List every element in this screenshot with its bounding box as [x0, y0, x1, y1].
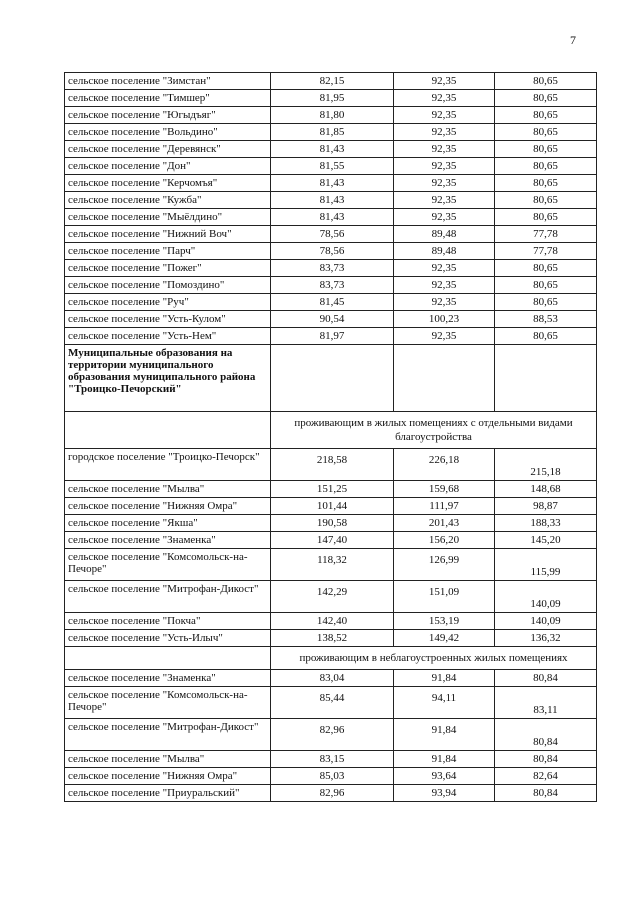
settlement-name: сельское поселение "Знаменка": [65, 670, 271, 687]
value-cell: 140,09: [495, 581, 597, 613]
table-row: [65, 751, 597, 768]
table-row: [65, 260, 597, 277]
value-cell: 226,18: [394, 449, 495, 481]
settlement-name: сельское поселение "Зимстан": [65, 73, 271, 90]
value-cell: 81,43: [271, 192, 394, 209]
value-cell: 156,20: [394, 532, 495, 549]
value-cell: 85,03: [271, 768, 394, 785]
value-cell: 149,42: [394, 630, 495, 647]
value-cell: 101,44: [271, 498, 394, 515]
settlement-name: сельское поселение "Митрофан-Дикост": [65, 719, 271, 751]
value-cell: 92,35: [394, 158, 495, 175]
value-cell: 80,65: [495, 124, 597, 141]
settlement-name: сельское поселение "Усть-Нем": [65, 328, 271, 345]
table-row: [65, 549, 597, 581]
value-cell: 80,84: [495, 719, 597, 751]
section-header-row: [65, 345, 597, 412]
settlement-name: сельское поселение "Покча": [65, 613, 271, 630]
value-cell: 98,87: [495, 498, 597, 515]
category-subheader: проживающим в жилых помещениях с отдельными видами благоустройства: [271, 412, 597, 449]
table-row: [65, 768, 597, 785]
value-cell: 92,35: [394, 73, 495, 90]
settlement-name: сельское поселение "Дон": [65, 158, 271, 175]
table-row: [65, 630, 597, 647]
table-row: [65, 581, 597, 613]
settlement-name: сельское поселение "Мылва": [65, 481, 271, 498]
value-cell: 81,85: [271, 124, 394, 141]
table-row: [65, 670, 597, 687]
value-cell: 82,64: [495, 768, 597, 785]
value-cell: 218,58: [271, 449, 394, 481]
table-row: [65, 785, 597, 802]
value-cell: 100,23: [394, 311, 495, 328]
value-cell: 80,65: [495, 192, 597, 209]
table-row: [65, 532, 597, 549]
settlement-name: сельское поселение "Комсомольск-на-Печоре": [65, 687, 271, 719]
value-cell: 82,96: [271, 785, 394, 802]
value-cell: 80,65: [495, 294, 597, 311]
table-row: [65, 481, 597, 498]
settlement-name: сельское поселение "Усть-Илыч": [65, 630, 271, 647]
value-cell: 126,99: [394, 549, 495, 581]
value-cell: 92,35: [394, 141, 495, 158]
value-cell: 188,33: [495, 515, 597, 532]
empty-cell: [271, 345, 394, 412]
value-cell: 91,84: [394, 719, 495, 751]
empty-cell: [495, 345, 597, 412]
value-cell: 140,09: [495, 613, 597, 630]
value-cell: 81,45: [271, 294, 394, 311]
empty-cell: [65, 647, 271, 670]
value-cell: 92,35: [394, 107, 495, 124]
value-cell: 81,43: [271, 141, 394, 158]
value-cell: 115,99: [495, 549, 597, 581]
value-cell: 81,95: [271, 90, 394, 107]
table-row: [65, 515, 597, 532]
value-cell: 92,35: [394, 192, 495, 209]
value-cell: 85,44: [271, 687, 394, 719]
value-cell: 92,35: [394, 124, 495, 141]
value-cell: 80,84: [495, 751, 597, 768]
settlement-name: сельское поселение "Парч": [65, 243, 271, 260]
value-cell: 80,65: [495, 141, 597, 158]
value-cell: 80,65: [495, 90, 597, 107]
table-row: [65, 719, 597, 751]
value-cell: 159,68: [394, 481, 495, 498]
settlement-name: сельское поселение "Приуральский": [65, 785, 271, 802]
value-cell: 88,53: [495, 311, 597, 328]
settlement-name: городское поселение "Троицко-Печорск": [65, 449, 271, 481]
value-cell: 82,96: [271, 719, 394, 751]
value-cell: 92,35: [394, 209, 495, 226]
settlement-name: сельское поселение "Комсомольск-на-Печоре": [65, 549, 271, 581]
value-cell: 145,20: [495, 532, 597, 549]
value-cell: 148,68: [495, 481, 597, 498]
value-cell: 78,56: [271, 243, 394, 260]
value-cell: 190,58: [271, 515, 394, 532]
table-row: [65, 192, 597, 209]
table-row: [65, 687, 597, 719]
table-row: [65, 449, 597, 481]
category-subheader-row: [65, 647, 597, 670]
tariff-table: [64, 72, 597, 802]
table-row: [65, 73, 597, 90]
value-cell: 91,84: [394, 751, 495, 768]
settlement-name: сельское поселение "Нижняя Омра": [65, 768, 271, 785]
table-row: [65, 124, 597, 141]
value-cell: 92,35: [394, 260, 495, 277]
value-cell: 118,32: [271, 549, 394, 581]
value-cell: 201,43: [394, 515, 495, 532]
value-cell: 92,35: [394, 328, 495, 345]
value-cell: 142,40: [271, 613, 394, 630]
settlement-name: сельское поселение "Руч": [65, 294, 271, 311]
table-row: [65, 294, 597, 311]
value-cell: 142,29: [271, 581, 394, 613]
value-cell: 80,84: [495, 670, 597, 687]
value-cell: 83,11: [495, 687, 597, 719]
value-cell: 83,73: [271, 277, 394, 294]
value-cell: 80,65: [495, 209, 597, 226]
value-cell: 93,64: [394, 768, 495, 785]
value-cell: 147,40: [271, 532, 394, 549]
table-row: [65, 141, 597, 158]
table-row: [65, 107, 597, 124]
settlement-name: сельское поселение "Вольдино": [65, 124, 271, 141]
table-row: [65, 158, 597, 175]
value-cell: 151,25: [271, 481, 394, 498]
settlement-name: сельское поселение "Помоздино": [65, 277, 271, 294]
value-cell: 92,35: [394, 90, 495, 107]
value-cell: 81,55: [271, 158, 394, 175]
settlement-name: сельское поселение "Югыдъяг": [65, 107, 271, 124]
value-cell: 138,52: [271, 630, 394, 647]
value-cell: 93,94: [394, 785, 495, 802]
table-row: [65, 311, 597, 328]
section-heading: Муниципальные образования на территории муниципального образования муниципального района "Троицко-Печорский": [65, 345, 271, 412]
value-cell: 80,65: [495, 158, 597, 175]
value-cell: 136,32: [495, 630, 597, 647]
value-cell: 215,18: [495, 449, 597, 481]
settlement-name: сельское поселение "Керчомъя": [65, 175, 271, 192]
value-cell: 83,04: [271, 670, 394, 687]
value-cell: 81,97: [271, 328, 394, 345]
value-cell: 78,56: [271, 226, 394, 243]
value-cell: 77,78: [495, 226, 597, 243]
settlement-name: сельское поселение "Знаменка": [65, 532, 271, 549]
value-cell: 89,48: [394, 226, 495, 243]
value-cell: 153,19: [394, 613, 495, 630]
settlement-name: сельское поселение "Нижняя Омра": [65, 498, 271, 515]
settlement-name: сельское поселение "Пожег": [65, 260, 271, 277]
settlement-name: сельское поселение "Мылва": [65, 751, 271, 768]
value-cell: 83,15: [271, 751, 394, 768]
value-cell: 80,65: [495, 260, 597, 277]
category-subheader: проживающим в неблагоустроенных жилых помещениях: [271, 647, 597, 670]
value-cell: 151,09: [394, 581, 495, 613]
settlement-name: сельское поселение "Нижний Воч": [65, 226, 271, 243]
settlement-name: сельское поселение "Мыёлдино": [65, 209, 271, 226]
value-cell: 80,65: [495, 107, 597, 124]
value-cell: 81,43: [271, 209, 394, 226]
table-row: [65, 90, 597, 107]
settlement-name: сельское поселение "Тимшер": [65, 90, 271, 107]
table-row: [65, 209, 597, 226]
value-cell: 77,78: [495, 243, 597, 260]
value-cell: 94,11: [394, 687, 495, 719]
empty-cell: [65, 412, 271, 449]
value-cell: 80,65: [495, 175, 597, 192]
value-cell: 89,48: [394, 243, 495, 260]
value-cell: 92,35: [394, 277, 495, 294]
settlement-name: сельское поселение "Кужба": [65, 192, 271, 209]
value-cell: 91,84: [394, 670, 495, 687]
value-cell: 80,65: [495, 277, 597, 294]
table-row: [65, 613, 597, 630]
value-cell: 80,65: [495, 73, 597, 90]
value-cell: 90,54: [271, 311, 394, 328]
value-cell: 92,35: [394, 175, 495, 192]
category-subheader-row: [65, 412, 597, 449]
settlement-name: сельское поселение "Усть-Кулом": [65, 311, 271, 328]
table-row: [65, 498, 597, 515]
table-row: [65, 277, 597, 294]
page-number: 7: [570, 33, 576, 47]
empty-cell: [394, 345, 495, 412]
table-row: [65, 243, 597, 260]
settlement-name: сельское поселение "Деревянск": [65, 141, 271, 158]
value-cell: 80,65: [495, 328, 597, 345]
value-cell: 81,80: [271, 107, 394, 124]
value-cell: 111,97: [394, 498, 495, 515]
tariff-table-body: [65, 73, 597, 802]
value-cell: 83,73: [271, 260, 394, 277]
value-cell: 81,43: [271, 175, 394, 192]
settlement-name: сельское поселение "Якша": [65, 515, 271, 532]
settlement-name: сельское поселение "Митрофан-Дикост": [65, 581, 271, 613]
value-cell: 80,84: [495, 785, 597, 802]
table-row: [65, 328, 597, 345]
value-cell: 82,15: [271, 73, 394, 90]
table-row: [65, 175, 597, 192]
value-cell: 92,35: [394, 294, 495, 311]
table-row: [65, 226, 597, 243]
